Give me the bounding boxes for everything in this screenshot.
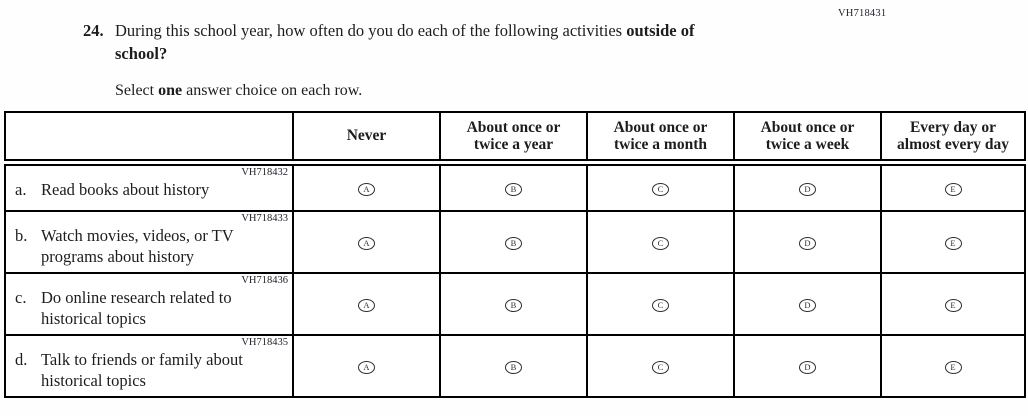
bubble-row-d-option-c[interactable]: C <box>652 361 669 374</box>
row-label-cell-b <box>5 211 293 273</box>
column-header-twice-a-week <box>734 112 881 163</box>
cell-d-every-day <box>881 335 1025 397</box>
bubble-row-b-option-b[interactable]: B <box>505 237 522 250</box>
item-code-a: VH718432 <box>241 167 288 178</box>
cell-a-twice-a-week <box>734 163 881 212</box>
bubble-row-d-option-e[interactable]: E <box>945 361 962 374</box>
instruction-suffix: answer choice on each row. <box>182 81 363 99</box>
bubble-row-b-option-d[interactable]: D <box>799 237 816 250</box>
cell-d-twice-a-month <box>587 335 734 397</box>
header-line: Never <box>346 127 387 145</box>
question-block <box>83 19 694 103</box>
header-line: twice a year <box>473 136 554 153</box>
bubble-row-c-option-e[interactable]: E <box>945 299 962 312</box>
header-line: About once or <box>613 118 708 136</box>
question-text-regular: During this school year, how often do you do each of the following activities <box>115 21 627 40</box>
table-row-c <box>5 273 1025 335</box>
cell-b-twice-a-month <box>587 211 734 273</box>
cell-a-twice-a-month <box>587 163 734 212</box>
bubble-row-c-option-c[interactable]: C <box>652 299 669 312</box>
question-instruction <box>115 80 694 103</box>
cell-b-never <box>293 211 440 273</box>
row-letter-b: b. <box>15 226 28 246</box>
bubble-row-b-option-a[interactable]: A <box>358 237 375 250</box>
bubble-row-a-option-c[interactable]: C <box>652 183 669 196</box>
row-text-c: Do online research related to historical topics <box>41 288 232 328</box>
table-row-d <box>5 335 1025 397</box>
cell-a-twice-a-year <box>440 163 587 212</box>
cell-b-twice-a-year <box>440 211 587 273</box>
header-line: almost every day <box>897 136 1009 153</box>
header-empty-cell <box>5 112 293 163</box>
column-header-every-day <box>881 112 1025 163</box>
question-body <box>115 19 694 103</box>
bubble-row-b-option-c[interactable]: C <box>652 237 669 250</box>
row-label-cell-d <box>5 335 293 397</box>
cell-b-twice-a-week <box>734 211 881 273</box>
question-line-2 <box>115 42 694 65</box>
row-letter-c: c. <box>15 288 27 308</box>
row-text-a: Read books about history <box>41 180 210 200</box>
header-line: twice a week <box>765 136 850 153</box>
row-label-a <box>6 179 292 203</box>
cell-c-every-day <box>881 273 1025 335</box>
cell-d-never <box>293 335 440 397</box>
row-text-d: Talk to friends or family about historical topics <box>41 350 243 390</box>
cell-d-twice-a-year <box>440 335 587 397</box>
frequency-matrix-table <box>4 111 1026 398</box>
item-code-b: VH718433 <box>241 213 288 224</box>
cell-a-every-day <box>881 163 1025 212</box>
cell-c-twice-a-week <box>734 273 881 335</box>
column-header-twice-a-month <box>587 112 734 163</box>
table-row-b <box>5 211 1025 273</box>
question-line-1 <box>115 19 694 42</box>
bubble-row-a-option-e[interactable]: E <box>945 183 962 196</box>
header-line: twice a month <box>614 136 707 153</box>
question-text-bold: outside of <box>626 21 695 40</box>
header-row <box>5 112 1025 163</box>
item-code-d: VH718435 <box>241 337 288 348</box>
accession-code: VH718431 <box>838 8 887 19</box>
header-line: Every day or <box>909 118 997 136</box>
bubble-row-d-option-a[interactable]: A <box>358 361 375 374</box>
cell-a-never <box>293 163 440 212</box>
cell-c-twice-a-year <box>440 273 587 335</box>
item-code-c: VH718436 <box>241 275 288 286</box>
row-text-b: Watch movies, videos, or TV programs about history <box>41 226 234 266</box>
column-header-twice-a-year <box>440 112 587 163</box>
header-line: About once or <box>466 118 561 136</box>
row-label-cell-c <box>5 273 293 335</box>
cell-c-twice-a-month <box>587 273 734 335</box>
bubble-row-a-option-a[interactable]: A <box>358 183 375 196</box>
question-number: 24. <box>83 21 104 40</box>
bubble-row-a-option-d[interactable]: D <box>799 183 816 196</box>
instruction-prefix: Select <box>115 81 159 99</box>
row-label-cell-a <box>5 163 293 212</box>
question-text-bold-2: school? <box>115 44 168 64</box>
bubble-row-b-option-e[interactable]: E <box>945 237 962 250</box>
row-label-c <box>6 287 292 332</box>
bubble-row-d-option-d[interactable]: D <box>799 361 816 374</box>
instruction-bold: one <box>158 81 183 99</box>
table-row-a <box>5 163 1025 212</box>
bubble-row-c-option-d[interactable]: D <box>799 299 816 312</box>
bubble-row-a-option-b[interactable]: B <box>505 183 522 196</box>
cell-b-every-day <box>881 211 1025 273</box>
row-letter-d: d. <box>15 350 28 370</box>
cell-d-twice-a-week <box>734 335 881 397</box>
header-line: About once or <box>760 118 855 136</box>
row-label-d <box>6 349 292 394</box>
row-letter-a: a. <box>15 180 27 200</box>
column-header-never <box>293 112 440 163</box>
row-label-b <box>6 225 292 270</box>
bubble-row-c-option-a[interactable]: A <box>358 299 375 312</box>
bubble-row-d-option-b[interactable]: B <box>505 361 522 374</box>
cell-c-never <box>293 273 440 335</box>
bubble-row-c-option-b[interactable]: B <box>505 299 522 312</box>
